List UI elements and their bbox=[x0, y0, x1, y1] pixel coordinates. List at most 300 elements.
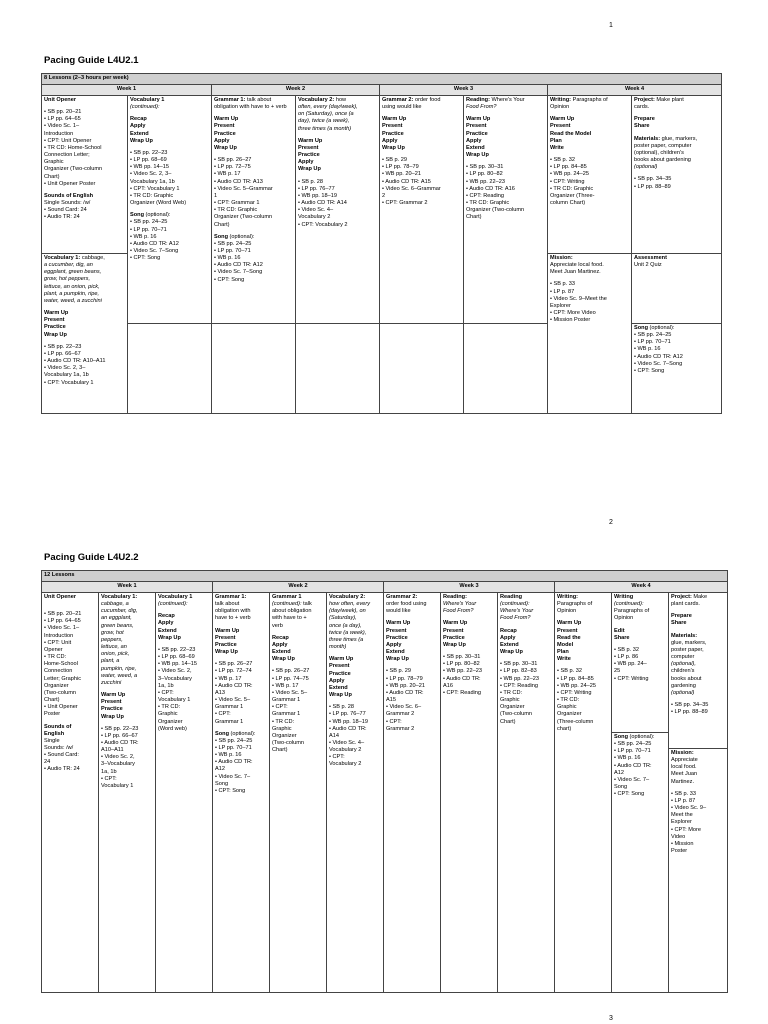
cell-line: gardening bbox=[671, 682, 696, 689]
cell-heading: Present bbox=[298, 144, 319, 151]
cell-line: Organizer (Two-column bbox=[214, 214, 273, 221]
cell-heading: Present bbox=[214, 123, 235, 130]
cell-line: • Audio CD TR: bbox=[101, 739, 139, 746]
cell-heading: Reading: bbox=[443, 594, 467, 600]
cell-heading: Vocabulary 1: cabbage, bbox=[44, 255, 105, 261]
cell-line: • Audio CD TR: A12 bbox=[634, 353, 683, 360]
cell-heading: Edit bbox=[614, 627, 625, 634]
cell-line: Grammar 1 bbox=[215, 718, 244, 725]
cell-line: Opinion bbox=[550, 104, 570, 111]
cell-line: • Video Sc. 9– bbox=[671, 805, 707, 812]
cell-line: Appreciate local food. bbox=[550, 262, 604, 269]
cell-line: • LP pp. 82–83 bbox=[500, 668, 537, 675]
cell-line: talk about bbox=[215, 601, 240, 608]
cell-line: • LP pp. 64–65 bbox=[44, 618, 81, 625]
cell-line: • TR CD: Graphic bbox=[466, 200, 510, 207]
cell-line: Organizer bbox=[272, 732, 297, 739]
cell-heading: Present bbox=[443, 627, 464, 634]
cell-line: Opinion bbox=[557, 608, 577, 615]
cell-heading: Prepare bbox=[671, 613, 692, 620]
cell-line: Chart) bbox=[500, 718, 516, 725]
lesson-cell bbox=[42, 254, 128, 414]
cell-heading: Present bbox=[329, 663, 350, 670]
cell-heading: English bbox=[44, 730, 65, 737]
week-header: Week 3 bbox=[384, 582, 555, 593]
cell-line: • TR CD: Graphic bbox=[550, 185, 594, 192]
cell-line: • WB pp. 24–25 bbox=[557, 682, 596, 689]
cell-line: Martinez. bbox=[671, 778, 695, 785]
cell-heading: Unit Opener bbox=[44, 594, 77, 600]
cell-line: • Audio CD TR: A13 bbox=[214, 178, 263, 185]
cell-heading: Apply bbox=[382, 137, 398, 144]
cell-line: • Video Sc. 5–Grammar bbox=[214, 185, 273, 192]
lesson-cell bbox=[612, 733, 669, 993]
cell-line: (optional), bbox=[671, 661, 696, 668]
cell-heading: Sounds of English bbox=[44, 192, 94, 199]
cell-heading: Materials: bbox=[671, 632, 698, 639]
cell-line: • Video Sc. 2, bbox=[158, 668, 192, 675]
cell-line: • WB pp. 22–23 bbox=[443, 668, 482, 675]
cell-heading: Apply bbox=[466, 137, 482, 144]
cell-heading: Practice bbox=[329, 670, 351, 677]
cell-line: • Video Sc. 7– bbox=[215, 773, 251, 780]
cell-line: • CPT: Unit bbox=[44, 639, 72, 646]
cell-line: • WB pp. 22–23 bbox=[466, 178, 505, 185]
cell-line: plant, a pumpkin, ripe, bbox=[44, 290, 100, 297]
lesson-cell bbox=[548, 96, 632, 254]
cell-line: column Chart) bbox=[550, 200, 586, 207]
cell-line: Meet Juan bbox=[671, 771, 698, 778]
cell-line: • WB pp. 20–21 bbox=[382, 171, 421, 178]
cell-heading: Extend bbox=[466, 144, 485, 151]
cell-line: • TR CD: Graphic bbox=[130, 192, 174, 199]
cell-line: 1 bbox=[214, 192, 218, 199]
cell-line: • SB pp. 30–31 bbox=[443, 654, 481, 661]
cell-heading: Present bbox=[101, 699, 122, 706]
cell-heading: Recap bbox=[130, 116, 147, 123]
lesson-cell bbox=[156, 593, 213, 993]
cell-line: Vocabulary 2 bbox=[298, 214, 331, 221]
cell-line: • SB p. 32 bbox=[557, 668, 582, 675]
cell-line: Opinion bbox=[614, 615, 634, 622]
cell-line: • CPT: Vocabulary 2 bbox=[298, 221, 348, 228]
cell-line: Organizer (Two-column bbox=[466, 207, 525, 214]
cell-line: • SB pp. 24–25 bbox=[215, 737, 253, 744]
cell-line: • Video Sc. 4– bbox=[329, 739, 365, 746]
cell-line: 1a, 1b bbox=[158, 682, 174, 689]
cell-line: Food From? bbox=[443, 608, 474, 615]
cell-line: • SB p. 32 bbox=[550, 157, 575, 164]
cell-heading: Apply bbox=[272, 641, 288, 648]
pacing-table bbox=[41, 570, 728, 993]
cell-line: • CPT: Unit Opener bbox=[44, 137, 92, 144]
cell-line: Grammar 2 bbox=[386, 711, 415, 718]
cell-line: three times (a month) bbox=[298, 125, 352, 132]
cell-line: • Audio CD TR: bbox=[329, 725, 367, 732]
cell-line: • SB p. 32 bbox=[614, 646, 639, 653]
cell-line: • Unit Opener Poster bbox=[44, 180, 96, 187]
cell-heading: Write bbox=[550, 144, 564, 151]
cell-heading: Extend bbox=[158, 627, 177, 634]
cell-line: how often, every bbox=[329, 601, 371, 608]
cell-heading: Vocabulary 1 bbox=[130, 97, 165, 103]
cell-line: Poster bbox=[44, 711, 61, 718]
cell-line: peppers, bbox=[101, 636, 123, 643]
cell-line: • SB pp. 24–25 bbox=[634, 332, 672, 339]
cell-heading: Practice bbox=[443, 634, 465, 641]
cell-line: Grammar 2 bbox=[386, 725, 415, 732]
cell-line: • Video Sc. 7–Song bbox=[214, 269, 263, 276]
cell-heading: Extend bbox=[272, 649, 291, 656]
cell-line: • Video Sc. 2, bbox=[101, 754, 135, 761]
cell-line: Food From? bbox=[500, 615, 531, 622]
cell-line: about obligation bbox=[272, 608, 312, 615]
cell-heading: Share bbox=[671, 620, 687, 627]
cell-heading: Warm Up bbox=[443, 620, 468, 627]
cell-line: • SB p. 28 bbox=[298, 178, 323, 185]
cell-line: • SB pp. 24–25 bbox=[614, 741, 652, 748]
lesson-cell bbox=[380, 96, 464, 324]
cell-line: • SB pp. 26–27 bbox=[272, 668, 310, 675]
cell-heading: Vocabulary 2: how bbox=[298, 97, 347, 103]
cell-line: • WB pp. 14–15 bbox=[130, 164, 169, 171]
cell-line: • SB p. 29 bbox=[382, 157, 407, 164]
cell-heading: Wrap Up bbox=[130, 137, 153, 144]
cell-line: • TR CD: bbox=[500, 689, 523, 696]
cell-heading: Apply bbox=[130, 123, 146, 130]
cell-line: • SB pp. 22–23 bbox=[101, 725, 139, 732]
cell-line: • LP pp. 78–79 bbox=[386, 675, 423, 682]
cell-line: • CPT: Song bbox=[130, 255, 161, 262]
cell-line: twice (a week), bbox=[329, 629, 367, 636]
cell-line: Chart) bbox=[44, 173, 60, 180]
cell-line: • WB pp. 24–25 bbox=[550, 171, 589, 178]
cell-line: • Audio TR: 24 bbox=[44, 214, 80, 221]
cell-line: • CPT: bbox=[215, 711, 231, 718]
cell-line: • LP pp. 76–77 bbox=[329, 711, 366, 718]
cell-line: • WB p. 16 bbox=[215, 752, 242, 759]
cell-heading: Apply bbox=[386, 641, 402, 648]
cell-heading: Warm Up bbox=[44, 310, 69, 317]
cell-line: • WB p. 16 bbox=[130, 233, 157, 240]
cell-line: • TR CD: bbox=[158, 704, 181, 711]
cell-heading: Present bbox=[550, 123, 571, 130]
cell-line: (optional) bbox=[634, 164, 658, 171]
cell-line: Vocabulary 1a, 1b bbox=[44, 372, 89, 379]
cell-line: • LP pp. 80–82 bbox=[443, 661, 480, 668]
cell-heading: Warm Up bbox=[298, 137, 323, 144]
cell-line: • CPT: Grammar 1 bbox=[214, 200, 260, 207]
cell-line: • Audio CD TR: A12 bbox=[130, 240, 179, 247]
cell-line: eggplant, green beans, bbox=[44, 269, 102, 276]
cell-line: would like bbox=[386, 608, 411, 615]
cell-heading: Extend bbox=[500, 641, 519, 648]
cell-heading: Grammar 2: bbox=[386, 594, 418, 600]
cell-line: 2 bbox=[382, 192, 386, 199]
cell-line: • CPT: Writing bbox=[614, 675, 649, 682]
cell-line: cards. bbox=[634, 104, 650, 111]
cell-heading: Wrap Up bbox=[386, 656, 409, 663]
cell-line: • Video Sc. 5– bbox=[215, 697, 251, 704]
cell-line: zucchini bbox=[101, 679, 122, 686]
cell-line: Song bbox=[614, 784, 628, 791]
cell-line: • SB pp. 30–31 bbox=[466, 164, 504, 171]
cell-heading: Write bbox=[557, 656, 571, 663]
cell-line: A10–A11 bbox=[101, 747, 124, 754]
cell-line: • TR CD: Home-School bbox=[44, 144, 102, 151]
cell-line: day), twice (a week), bbox=[298, 118, 350, 125]
cell-line: • Video Sc. 7–Song bbox=[130, 247, 179, 254]
cell-line: • LP pp. 68–69 bbox=[130, 157, 167, 164]
cell-heading: Song (optional): bbox=[614, 734, 655, 740]
cell-line: • CPT: Song bbox=[634, 367, 665, 374]
cell-heading: Present bbox=[44, 317, 65, 324]
cell-line: A13 bbox=[215, 689, 225, 696]
week-header: Week 1 bbox=[42, 85, 212, 96]
cell-line: Video bbox=[671, 833, 686, 840]
cell-line: Vocabulary 1 bbox=[158, 697, 191, 704]
cell-heading: Practice bbox=[101, 706, 123, 713]
lessons-band: 8 Lessons (2–3 hours per week) bbox=[42, 74, 722, 85]
cell-heading: Writing bbox=[614, 594, 634, 600]
cell-line: • WB pp. 18–19 bbox=[298, 192, 337, 199]
cell-line: • Audio TR: 24 bbox=[44, 766, 80, 773]
cell-line: poster paper, bbox=[671, 646, 704, 653]
cell-line: • LP pp. 70–71 bbox=[634, 339, 671, 346]
week-header: Week 4 bbox=[555, 582, 728, 593]
cell-line: A12 bbox=[215, 766, 225, 773]
cell-line: • SB pp. 30–31 bbox=[500, 661, 538, 668]
cell-heading: Wrap Up bbox=[215, 649, 238, 656]
cell-line: • WB pp. 14–15 bbox=[158, 661, 197, 668]
cell-line: • LP pp. 84–85 bbox=[557, 675, 594, 682]
cell-heading: Warm Up bbox=[101, 692, 126, 699]
cell-line: (Word web) bbox=[158, 725, 187, 732]
cell-line: • SB pp. 22–23 bbox=[130, 149, 168, 156]
cell-heading: Wrap Up bbox=[214, 144, 237, 151]
cell-line: • LP pp. 80–82 bbox=[466, 171, 503, 178]
cell-line: • Video Sc. 7–Song bbox=[634, 360, 683, 367]
cell-line: 24 bbox=[44, 759, 51, 766]
cell-line: • WB p. 16 bbox=[614, 755, 641, 762]
cell-line: • CPT: Grammar 2 bbox=[382, 200, 428, 207]
cell-line: using would like bbox=[382, 104, 422, 111]
cell-line: (Saturday), bbox=[329, 615, 357, 622]
cell-heading: Warm Up bbox=[382, 116, 407, 123]
cell-heading: Wrap Up bbox=[101, 713, 124, 720]
cell-line: Chart) bbox=[44, 697, 60, 704]
cell-heading: Warm Up bbox=[215, 627, 240, 634]
cell-line: • SB pp. 24–25 bbox=[214, 240, 252, 247]
cell-line: Graphic bbox=[158, 711, 178, 718]
cell-line: • CPT: Song bbox=[215, 787, 246, 794]
cell-heading: Reading: Where's Your bbox=[466, 97, 525, 103]
cell-heading: Share bbox=[614, 634, 630, 641]
cell-line: • SB pp. 20–21 bbox=[44, 109, 82, 116]
lesson-cell bbox=[612, 593, 669, 733]
cell-line: • Video Sc. 1– bbox=[44, 625, 80, 632]
cell-line: • Mission bbox=[671, 840, 694, 847]
cell-line: • WB pp. 24– bbox=[614, 661, 647, 668]
cell-line: • WB p. 17 bbox=[214, 171, 241, 178]
cell-line: grow, hot bbox=[101, 629, 124, 636]
lesson-cell bbox=[441, 593, 498, 993]
cell-line: • SB pp. 26–27 bbox=[214, 157, 252, 164]
cell-line: A14 bbox=[329, 732, 339, 739]
cell-line: • CPT: Writing bbox=[557, 689, 592, 696]
cell-line: Meet the bbox=[671, 812, 693, 819]
cell-line: Organizer bbox=[557, 711, 582, 718]
cell-heading: Song (optional): bbox=[634, 325, 675, 331]
cell-heading: Project: Make plant bbox=[634, 97, 684, 103]
cell-line: Appreciate bbox=[671, 757, 698, 764]
cell-line: grow, hot peppers, bbox=[44, 276, 91, 283]
cell-line: • Audio CD TR: bbox=[614, 762, 652, 769]
cell-heading: Present bbox=[466, 123, 487, 130]
cell-line: Single bbox=[44, 737, 60, 744]
page-title: Pacing Guide L4U2.1 bbox=[44, 55, 139, 66]
cell-heading: Wrap Up bbox=[382, 144, 405, 151]
cell-line: • Sound Card: 24 bbox=[44, 207, 87, 214]
cell-heading: Sounds of bbox=[44, 723, 72, 730]
cell-line: Where's Your bbox=[500, 608, 534, 615]
lesson-cell bbox=[464, 96, 548, 324]
cell-line: on (Saturday), once (a bbox=[298, 111, 354, 118]
cell-line: Letter; Graphic bbox=[44, 675, 81, 682]
cell-heading: Apply bbox=[329, 677, 345, 684]
cell-line: Paragraphs of bbox=[557, 601, 593, 608]
cell-line: obligation with have to + verb bbox=[214, 104, 287, 111]
cell-heading: Present bbox=[386, 627, 407, 634]
cell-line: onion, pick, bbox=[101, 651, 130, 658]
cell-line: Grammar 1 bbox=[215, 704, 244, 711]
cell-heading: Recap bbox=[500, 627, 517, 634]
cell-line: • WB p. 16 bbox=[214, 255, 241, 262]
cell-line: books about bbox=[671, 675, 702, 682]
cell-line: Organizer (Two-column bbox=[44, 166, 103, 173]
cell-line: Paragraphs of bbox=[614, 608, 650, 615]
week-header: Week 1 bbox=[42, 582, 213, 593]
cell-line: • Video Sc. 7– bbox=[614, 776, 650, 783]
cell-heading: Song (optional): bbox=[130, 212, 171, 219]
cell-line: pumpkin, ripe, bbox=[101, 665, 137, 672]
page-title: Pacing Guide L4U2.2 bbox=[44, 552, 139, 563]
cell-line: • LP pp. 76–77 bbox=[298, 185, 335, 192]
cell-line: • Video Sc. 4– bbox=[298, 207, 334, 214]
cell-line: • SB pp. 22–23 bbox=[44, 343, 82, 350]
cell-line: • LP p. 86 bbox=[614, 654, 639, 661]
page-number: 1 bbox=[609, 22, 613, 29]
pacing-table bbox=[41, 73, 722, 414]
cell-line: • CPT: Vocabulary 1 bbox=[44, 379, 94, 386]
cell-line: • Audio CD TR: A10–A11 bbox=[44, 358, 106, 365]
lesson-cell bbox=[632, 324, 722, 414]
cell-line: • Audio CD TR: A15 bbox=[382, 178, 431, 185]
cell-line: Introduction bbox=[44, 632, 74, 639]
cell-line: • LP pp. 70–71 bbox=[214, 247, 251, 254]
cell-heading: Apply bbox=[214, 137, 230, 144]
cell-line: • SB pp. 34–35 bbox=[634, 176, 672, 183]
cell-line: • Audio CD TR: A16 bbox=[466, 185, 515, 192]
cell-heading: Warm Up bbox=[557, 620, 582, 627]
cell-line: Vocabulary 1 bbox=[101, 782, 134, 789]
cell-line: • CPT: Writing bbox=[550, 178, 585, 185]
cell-line: (continued): bbox=[500, 601, 530, 608]
cell-line: • LP pp. 84–85 bbox=[550, 164, 587, 171]
cell-line: • Audio CD TR: bbox=[386, 689, 424, 696]
cell-line: • Video Sc. 9–Meet the bbox=[550, 295, 607, 302]
cell-line: glue, markers, bbox=[671, 639, 707, 646]
cell-line: water, weed, a bbox=[101, 672, 138, 679]
cell-line: 3–Vocabulary bbox=[158, 675, 192, 682]
cell-heading: Vocabulary 1: bbox=[101, 594, 138, 600]
cell-line: once (a day), bbox=[329, 622, 362, 629]
cell-line: Graphic bbox=[272, 725, 292, 732]
cell-line: Vocabulary 1a, 1b bbox=[130, 178, 175, 185]
cell-line: • CPT: bbox=[101, 775, 117, 782]
week-header: Week 2 bbox=[213, 582, 384, 593]
cell-line: Grammar 1 bbox=[272, 711, 301, 718]
cell-line: • Audio CD TR: bbox=[215, 759, 253, 766]
cell-line: Chart) bbox=[466, 214, 482, 221]
cell-line: often, every (day/week), bbox=[298, 104, 358, 111]
lesson-cell bbox=[632, 254, 722, 324]
cell-heading: Prepare bbox=[634, 116, 655, 123]
cell-heading: Vocabulary 2: bbox=[329, 594, 366, 600]
cell-line: • Audio CD TR: bbox=[215, 682, 253, 689]
week-header: Week 3 bbox=[380, 85, 548, 96]
cell-line: verb bbox=[272, 622, 283, 629]
cell-line: Chart) bbox=[214, 221, 230, 228]
cell-heading: Wrap Up bbox=[466, 152, 489, 159]
cell-line: Organizer (Word Web) bbox=[130, 200, 187, 207]
cell-line: • Video Sc. 2, 3– bbox=[130, 171, 172, 178]
cell-line: Where's Your bbox=[443, 601, 477, 608]
cell-line: • CPT: Reading bbox=[443, 689, 482, 696]
cell-heading: Grammar 2: order food bbox=[382, 97, 441, 103]
cell-heading: Wrap Up bbox=[158, 634, 181, 641]
cell-heading: Writing: bbox=[557, 594, 579, 600]
cell-heading: Warm Up bbox=[466, 116, 491, 123]
lesson-cell bbox=[213, 593, 270, 993]
cell-line: • SB p. 33 bbox=[550, 281, 575, 288]
cell-heading: Materials: glue, markers, bbox=[634, 135, 698, 142]
cell-heading: Model bbox=[557, 641, 574, 648]
cell-heading: Apply bbox=[298, 159, 314, 166]
cell-line: three times (a bbox=[329, 636, 364, 643]
cell-heading: Grammar 1: bbox=[215, 594, 247, 600]
cell-heading: Wrap Up bbox=[44, 331, 67, 338]
cell-line: • SB pp. 24–25 bbox=[130, 219, 168, 226]
cell-line: Grammar 1 bbox=[272, 697, 301, 704]
cell-heading: Grammar 1 bbox=[272, 594, 302, 600]
cell-line: lettuce, an bbox=[101, 644, 127, 651]
cell-line: • Video Sc. 1– bbox=[44, 123, 80, 130]
cell-line: plant cards. bbox=[671, 601, 700, 608]
cell-line: • SB pp. 26–27 bbox=[215, 661, 253, 668]
cell-heading: Present bbox=[557, 627, 578, 634]
cell-heading: Grammar 1: talk about bbox=[214, 97, 272, 103]
cell-line: Song bbox=[215, 780, 229, 787]
cell-line: cabbage, a bbox=[101, 601, 129, 608]
cell-line: • LP p. 87 bbox=[550, 288, 575, 295]
cell-line: Organizer bbox=[44, 682, 69, 689]
lesson-cell bbox=[669, 593, 728, 749]
cell-line: Single Sounds: /w/ bbox=[44, 200, 91, 207]
lesson-cell bbox=[296, 96, 380, 324]
lesson-cell bbox=[42, 96, 128, 254]
cell-line: Connection Letter; bbox=[44, 152, 90, 159]
